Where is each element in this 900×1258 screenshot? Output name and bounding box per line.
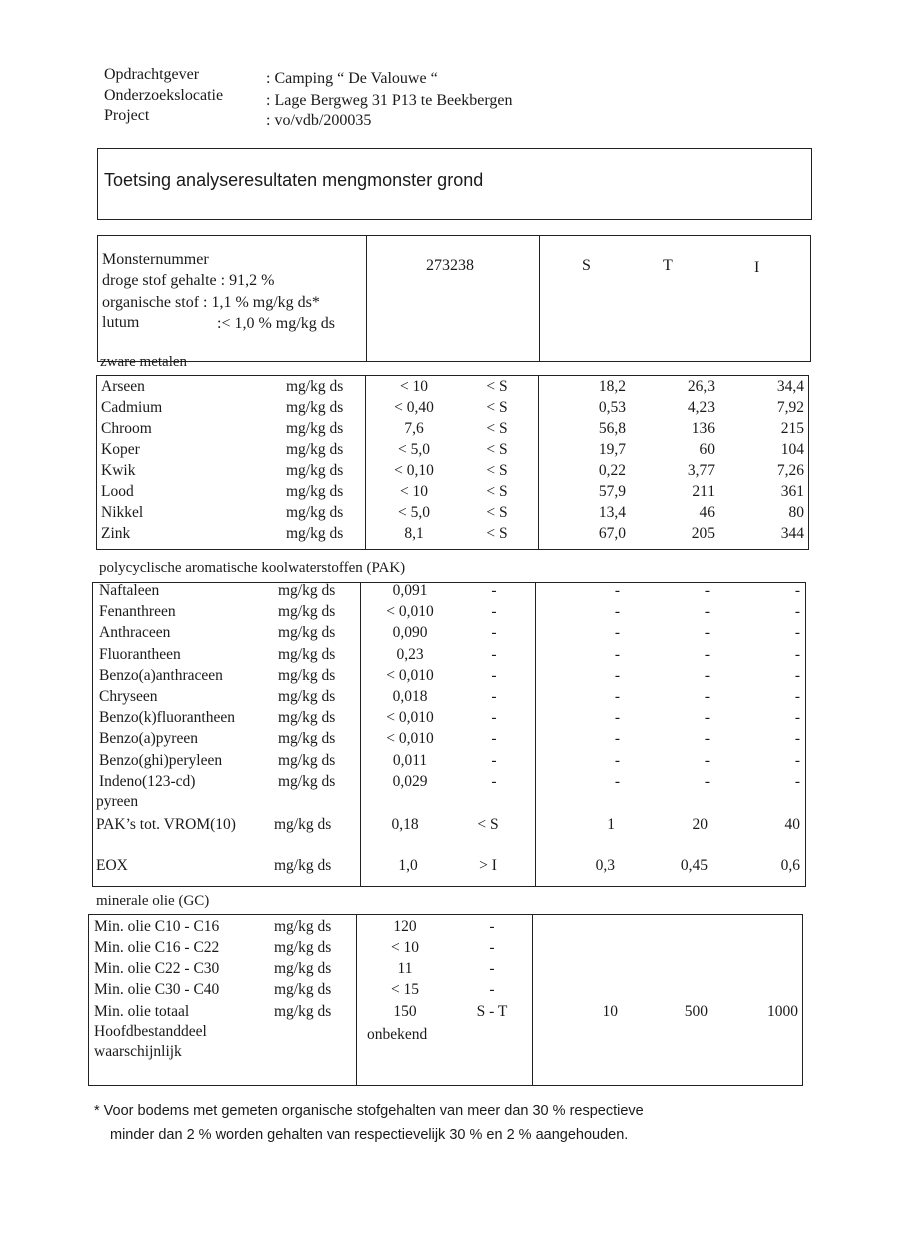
metals-t: 4,23 bbox=[687, 399, 715, 416]
metals-i: 104 bbox=[780, 441, 804, 458]
col-i-header: I bbox=[754, 259, 760, 276]
pak-t: - bbox=[704, 730, 710, 748]
pak-unit: mg/kg ds bbox=[278, 730, 336, 748]
pak-row bbox=[0, 582, 900, 603]
oil-total-name: Min. olie totaal bbox=[94, 1003, 190, 1020]
oil-flag: - bbox=[489, 981, 495, 998]
oil-row bbox=[0, 960, 900, 981]
pak-s: - bbox=[614, 666, 620, 684]
metals-flag: < S bbox=[486, 441, 508, 458]
metals-value: < 0,40 bbox=[394, 399, 434, 416]
pak-unit: mg/kg ds bbox=[278, 772, 336, 790]
metals-row bbox=[0, 525, 900, 546]
location-label: Onderzoekslocatie bbox=[104, 87, 224, 104]
pak-value: < 0,010 bbox=[386, 603, 434, 621]
pak-s: - bbox=[614, 688, 620, 705]
oil-name: Min. olie C22 - C30 bbox=[94, 960, 220, 977]
indeno-continuation: pyreen bbox=[96, 793, 139, 810]
pak-unit: mg/kg ds bbox=[278, 666, 336, 684]
main-component-label: Hoofdbestanddeel bbox=[94, 1023, 207, 1040]
pak-name: Fluorantheen bbox=[99, 645, 181, 663]
pak-flag: - bbox=[491, 645, 497, 663]
pak-name: Benzo(a)pyreen bbox=[99, 730, 198, 748]
metals-s: 56,8 bbox=[598, 420, 626, 437]
oil-value: < 10 bbox=[390, 939, 420, 956]
pak-value: < 0,010 bbox=[386, 666, 434, 684]
metals-value: < 10 bbox=[399, 483, 429, 500]
sample-number: 273238 bbox=[426, 257, 474, 274]
oil-name: Min. olie C10 - C16 bbox=[94, 918, 220, 935]
metals-flag: < S bbox=[486, 399, 508, 416]
pak-unit: mg/kg ds bbox=[278, 624, 336, 642]
metals-unit: mg/kg ds bbox=[286, 525, 344, 542]
oil-flag: - bbox=[489, 918, 495, 935]
pak-unit: mg/kg ds bbox=[278, 751, 336, 769]
pak-s: - bbox=[614, 772, 620, 790]
oil-flag: - bbox=[489, 939, 495, 956]
col-t-header: T bbox=[663, 257, 673, 274]
oil-total-unit: mg/kg ds bbox=[274, 1003, 332, 1020]
pak-row bbox=[0, 773, 900, 794]
pak-total-s: 1 bbox=[607, 816, 615, 833]
pak-t: - bbox=[704, 624, 710, 642]
col-s-header: S bbox=[582, 257, 591, 274]
pak-unit: mg/kg ds bbox=[278, 603, 336, 621]
metals-row bbox=[0, 462, 900, 483]
oil-total-flag: S - T bbox=[476, 1003, 508, 1020]
metals-row bbox=[0, 378, 900, 399]
pak-total-name: PAK’s tot. VROM(10) bbox=[96, 816, 236, 833]
metals-s: 57,9 bbox=[598, 483, 626, 500]
pak-name: Anthraceen bbox=[99, 624, 171, 642]
pak-name: Benzo(k)fluorantheen bbox=[99, 709, 235, 727]
lutum-value: :< 1,0 % mg/kg ds bbox=[217, 315, 335, 332]
pak-row bbox=[0, 646, 900, 667]
metals-s: 0,22 bbox=[598, 462, 626, 479]
pak-row bbox=[0, 688, 900, 709]
metals-i: 215 bbox=[780, 420, 804, 437]
main-component-label-2: waarschijnlijk bbox=[94, 1043, 182, 1060]
pak-t: - bbox=[704, 772, 710, 790]
pak-total-i: 40 bbox=[784, 816, 800, 833]
pak-unit: mg/kg ds bbox=[278, 645, 336, 663]
metals-section-title: zware metalen bbox=[100, 354, 188, 370]
oil-row bbox=[0, 939, 900, 960]
pak-value: 0,011 bbox=[392, 751, 428, 769]
pak-flag: - bbox=[491, 730, 497, 748]
metals-t: 205 bbox=[691, 525, 715, 542]
eox-s: 0,3 bbox=[595, 857, 615, 874]
metals-i: 344 bbox=[780, 525, 804, 542]
pak-row bbox=[0, 667, 900, 688]
pak-s: - bbox=[614, 645, 620, 663]
pak-name: Chryseen bbox=[99, 688, 158, 705]
oil-value: < 15 bbox=[390, 981, 420, 998]
pak-i: - bbox=[794, 751, 800, 769]
metals-value: 7,6 bbox=[404, 420, 424, 437]
pak-flag: - bbox=[491, 603, 497, 621]
eox-name: EOX bbox=[96, 857, 128, 874]
metals-flag: < S bbox=[486, 462, 508, 479]
metals-flag: < S bbox=[486, 483, 508, 500]
pak-total-row bbox=[0, 816, 900, 837]
pak-flag: - bbox=[491, 666, 497, 684]
metals-unit: mg/kg ds bbox=[286, 483, 344, 500]
pak-i: - bbox=[794, 645, 800, 663]
metals-name: Arseen bbox=[101, 378, 145, 395]
eox-flag: > I bbox=[479, 857, 497, 874]
project-value: : vo/vdb/200035 bbox=[266, 112, 372, 129]
pak-flag: - bbox=[491, 751, 497, 769]
pak-i: - bbox=[794, 624, 800, 642]
metals-value: < 0,10 bbox=[394, 462, 434, 479]
metals-row bbox=[0, 441, 900, 462]
oil-total-t: 500 bbox=[684, 1003, 708, 1020]
location-value: : Lage Bergweg 31 P13 te Beekbergen bbox=[266, 92, 513, 109]
footnote-line-2: minder dan 2 % worden gehalten van respectievelijk 30 % en 2 % aangehouden. bbox=[110, 1127, 629, 1143]
pak-t: - bbox=[704, 751, 710, 769]
oil-total-i: 1000 bbox=[767, 1003, 798, 1020]
footnote-line-1: * Voor bodems met gemeten organische stofgehalten van meer dan 30 % respectieve bbox=[94, 1103, 644, 1119]
metals-s: 67,0 bbox=[598, 525, 626, 542]
metals-name: Koper bbox=[101, 441, 140, 458]
oil-value: 11 bbox=[397, 960, 413, 977]
eox-t: 0,45 bbox=[680, 857, 708, 874]
pak-value: < 0,010 bbox=[386, 709, 434, 727]
metals-unit: mg/kg ds bbox=[286, 441, 344, 458]
eox-i: 0,6 bbox=[780, 857, 800, 874]
metals-i: 7,92 bbox=[776, 399, 804, 416]
pak-name: Indeno(123-cd) bbox=[99, 772, 196, 790]
oil-row bbox=[0, 981, 900, 1002]
pak-total-t: 20 bbox=[692, 816, 708, 833]
organic-matter: organische stof : 1,1 % mg/kg ds* bbox=[102, 294, 320, 311]
metals-name: Lood bbox=[101, 483, 134, 500]
pak-flag: - bbox=[491, 709, 497, 727]
pak-i: - bbox=[794, 688, 800, 705]
dry-matter: droge stof gehalte : 91,2 % bbox=[102, 272, 275, 289]
metals-name: Chroom bbox=[101, 420, 152, 437]
metals-i: 7,26 bbox=[776, 462, 804, 479]
oil-row bbox=[0, 918, 900, 939]
pak-i: - bbox=[794, 730, 800, 748]
pak-i: - bbox=[794, 709, 800, 727]
pak-section-title: polycyclische aromatische koolwaterstoffen (PAK) bbox=[99, 560, 406, 576]
pak-t: - bbox=[704, 603, 710, 621]
oil-value: 120 bbox=[393, 918, 417, 935]
metals-name: Kwik bbox=[101, 462, 136, 479]
oil-total-s: 10 bbox=[602, 1003, 618, 1020]
oil-unit: mg/kg ds bbox=[274, 939, 332, 956]
metals-t: 3,77 bbox=[687, 462, 715, 479]
metals-unit: mg/kg ds bbox=[286, 378, 344, 395]
oil-flag: - bbox=[489, 960, 495, 977]
eox-row bbox=[0, 857, 900, 878]
pak-t: - bbox=[704, 709, 710, 727]
oil-unit: mg/kg ds bbox=[274, 981, 332, 998]
metals-name: Nikkel bbox=[101, 504, 144, 521]
metals-value: < 10 bbox=[399, 378, 429, 395]
metals-value: 8,1 bbox=[404, 525, 424, 542]
sample-number-label: Monsternummer bbox=[102, 251, 209, 268]
pak-value: 0,090 bbox=[392, 624, 428, 642]
metals-t: 26,3 bbox=[687, 378, 715, 395]
metals-t: 60 bbox=[699, 441, 715, 458]
pak-s: - bbox=[614, 709, 620, 727]
oil-total-value: 150 bbox=[393, 1003, 417, 1020]
pak-name: Benzo(a)anthraceen bbox=[99, 666, 223, 684]
pak-flag: - bbox=[491, 624, 497, 642]
eox-unit: mg/kg ds bbox=[274, 857, 332, 874]
metals-unit: mg/kg ds bbox=[286, 462, 344, 479]
metals-flag: < S bbox=[486, 420, 508, 437]
pak-value: 0,091 bbox=[392, 582, 428, 599]
metals-flag: < S bbox=[486, 525, 508, 542]
metals-s: 0,53 bbox=[598, 399, 626, 416]
pak-unit: mg/kg ds bbox=[278, 709, 336, 727]
metals-i: 34,4 bbox=[776, 378, 804, 395]
metals-flag: < S bbox=[486, 504, 508, 521]
pak-i: - bbox=[794, 603, 800, 621]
pak-t: - bbox=[704, 688, 710, 705]
metals-row bbox=[0, 420, 900, 441]
pak-value: 0,23 bbox=[396, 645, 424, 663]
pak-value: < 0,010 bbox=[386, 730, 434, 748]
pak-i: - bbox=[794, 772, 800, 790]
metals-t: 211 bbox=[692, 483, 715, 500]
metals-i: 361 bbox=[780, 483, 804, 500]
metals-unit: mg/kg ds bbox=[286, 399, 344, 416]
pak-row bbox=[0, 730, 900, 751]
metals-s: 18,2 bbox=[598, 378, 626, 395]
pak-s: - bbox=[614, 603, 620, 621]
metals-t: 46 bbox=[699, 504, 715, 521]
project-label: Project bbox=[104, 107, 150, 124]
metals-value: < 5,0 bbox=[398, 441, 430, 458]
pak-i: - bbox=[794, 666, 800, 684]
oil-name: Min. olie C30 - C40 bbox=[94, 981, 220, 998]
pak-row bbox=[0, 624, 900, 645]
metals-s: 19,7 bbox=[598, 441, 626, 458]
metals-t: 136 bbox=[691, 420, 715, 437]
metals-value: < 5,0 bbox=[398, 504, 430, 521]
pak-s: - bbox=[614, 751, 620, 769]
metals-unit: mg/kg ds bbox=[286, 420, 344, 437]
pak-row bbox=[0, 709, 900, 730]
oil-unit: mg/kg ds bbox=[274, 960, 332, 977]
pak-flag: - bbox=[491, 688, 497, 705]
eox-value: 1,0 bbox=[398, 857, 418, 874]
pak-total-value: 0,18 bbox=[391, 816, 419, 833]
oil-total-row bbox=[0, 1003, 900, 1024]
lutum-label: lutum bbox=[102, 314, 140, 331]
pak-total-unit: mg/kg ds bbox=[274, 816, 332, 833]
pak-t: - bbox=[704, 582, 710, 599]
client-value: : Camping “ De Valouwe “ bbox=[266, 70, 438, 87]
pak-s: - bbox=[614, 624, 620, 642]
page-title: Toetsing analyseresultaten mengmonster grond bbox=[104, 170, 484, 190]
main-component-value: onbekend bbox=[367, 1026, 428, 1043]
pak-flag: - bbox=[491, 582, 497, 599]
pak-name: Fenanthreen bbox=[99, 603, 176, 621]
pak-flag: - bbox=[491, 772, 497, 790]
metals-name: Cadmium bbox=[101, 399, 163, 416]
pak-t: - bbox=[704, 645, 710, 663]
metals-row bbox=[0, 483, 900, 504]
metals-name: Zink bbox=[101, 525, 131, 542]
client-label: Opdrachtgever bbox=[104, 66, 200, 83]
metals-flag: < S bbox=[486, 378, 508, 395]
metals-row bbox=[0, 399, 900, 420]
pak-s: - bbox=[614, 730, 620, 748]
pak-s: - bbox=[614, 582, 620, 599]
pak-total-flag: < S bbox=[477, 816, 499, 833]
metals-s: 13,4 bbox=[598, 504, 626, 521]
oil-unit: mg/kg ds bbox=[274, 918, 332, 935]
oil-section-title: minerale olie (GC) bbox=[96, 893, 210, 909]
pak-t: - bbox=[704, 666, 710, 684]
pak-row bbox=[0, 752, 900, 773]
pak-name: Benzo(ghi)peryleen bbox=[99, 751, 223, 769]
metals-row bbox=[0, 504, 900, 525]
pak-name: Naftaleen bbox=[99, 582, 160, 599]
oil-name: Min. olie C16 - C22 bbox=[94, 939, 220, 956]
pak-unit: mg/kg ds bbox=[278, 688, 336, 705]
pak-row bbox=[0, 603, 900, 624]
pak-unit: mg/kg ds bbox=[278, 582, 336, 599]
pak-value: 0,018 bbox=[392, 688, 428, 705]
pak-i: - bbox=[794, 582, 800, 599]
metals-i: 80 bbox=[788, 504, 804, 521]
pak-value: 0,029 bbox=[392, 772, 428, 790]
metals-unit: mg/kg ds bbox=[286, 504, 344, 521]
